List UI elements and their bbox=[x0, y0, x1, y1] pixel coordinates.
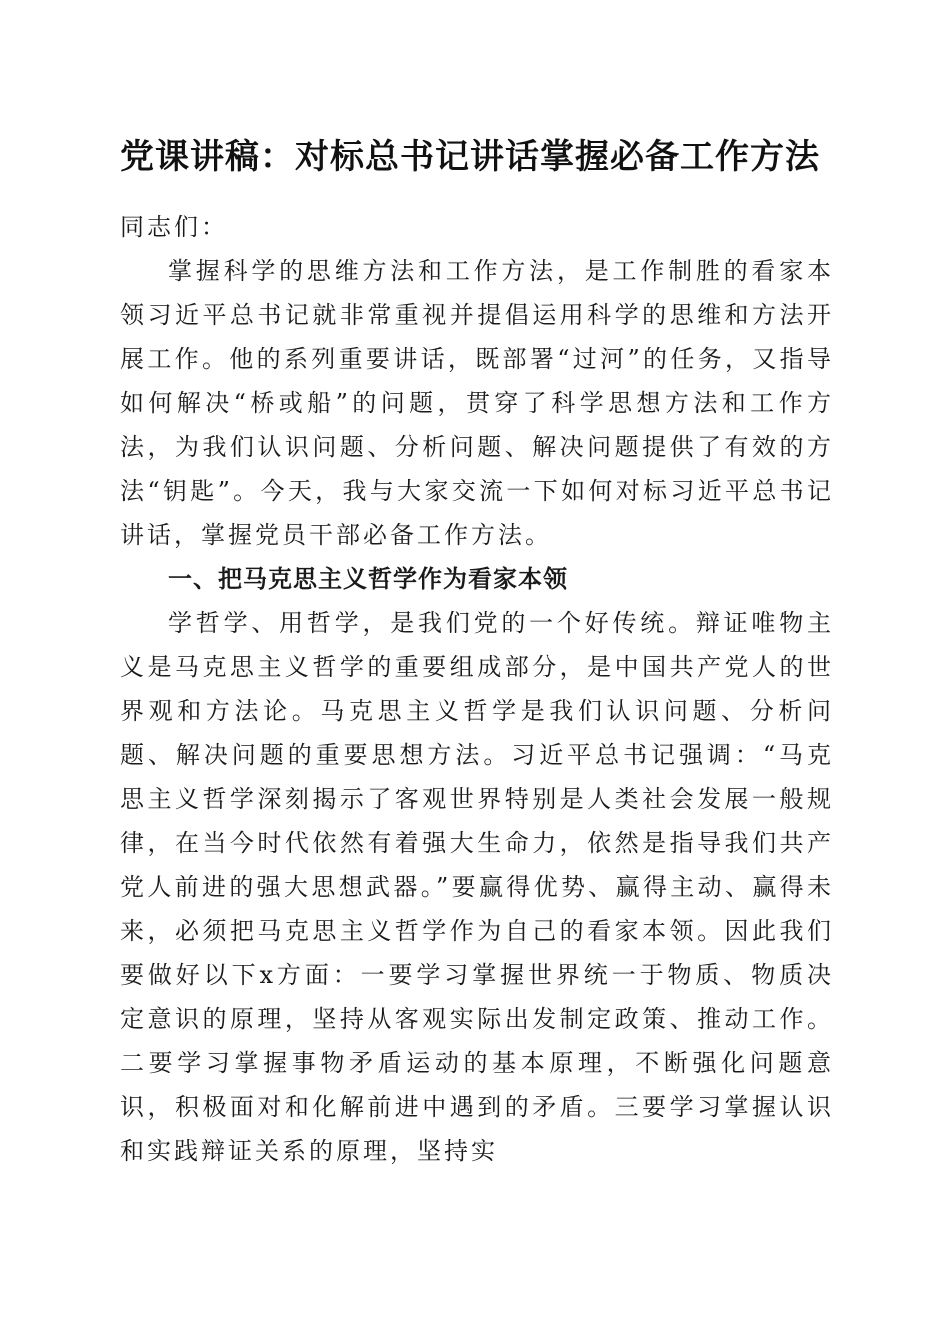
document-body bbox=[120, 205, 834, 1173]
intro-paragraph: 掌握科学的思维方法和工作方法，是工作制胜的看家本领习近平总书记就非常重视并提倡运用科学的思维和方法开展工作。他的系列重要讲话，既部署“过河”的任务，又指导如何解决“桥或船”的问题，贯穿了科学思想方法和工作方法，为我们认识问题、分析问题、解决问题提供了有效的方法“钥匙”。今天，我与大家交流一下如何对标习近平总书记讲话，掌握党员干部必备工作方法。 bbox=[120, 257, 834, 549]
section-paragraph: 学哲学、用哲学，是我们党的一个好传统。辩证唯物主义是马克思主义哲学的重要组成部分，是中国共产党人的世界观和方法论。马克思主义哲学是我们认识问题、分析问题、解决问题的重要思想方法。习近平总书记强调：“马克思主义哲学深刻揭示了客观世界特别是人类社会发展一般规律，在当今时代依然有着强大生命力，依然是指导我们共产党人前进的强大思想武器。”要赢得优势、赢得主动、赢得未来，必须把马克思主义哲学作为自己的看家本领。因此我们要做好以下x方面：一要学习掌握世界统一于物质、物质决定意识的原理，坚持从客观实际出发制定政策、推动工作。二要学习掌握事物矛盾运动的基本原理，不断强化问题意识，积极面对和化解前进中遇到的矛盾。三要学习掌握认识和实践辩证关系的原理，坚持实 bbox=[120, 609, 834, 1165]
salutation: 同志们： bbox=[120, 213, 228, 241]
document-title: 党课讲稿：对标总书记讲话掌握必备工作方法 bbox=[120, 137, 820, 177]
section-heading: 一、把马克思主义哲学作为看家本领 bbox=[168, 565, 568, 593]
